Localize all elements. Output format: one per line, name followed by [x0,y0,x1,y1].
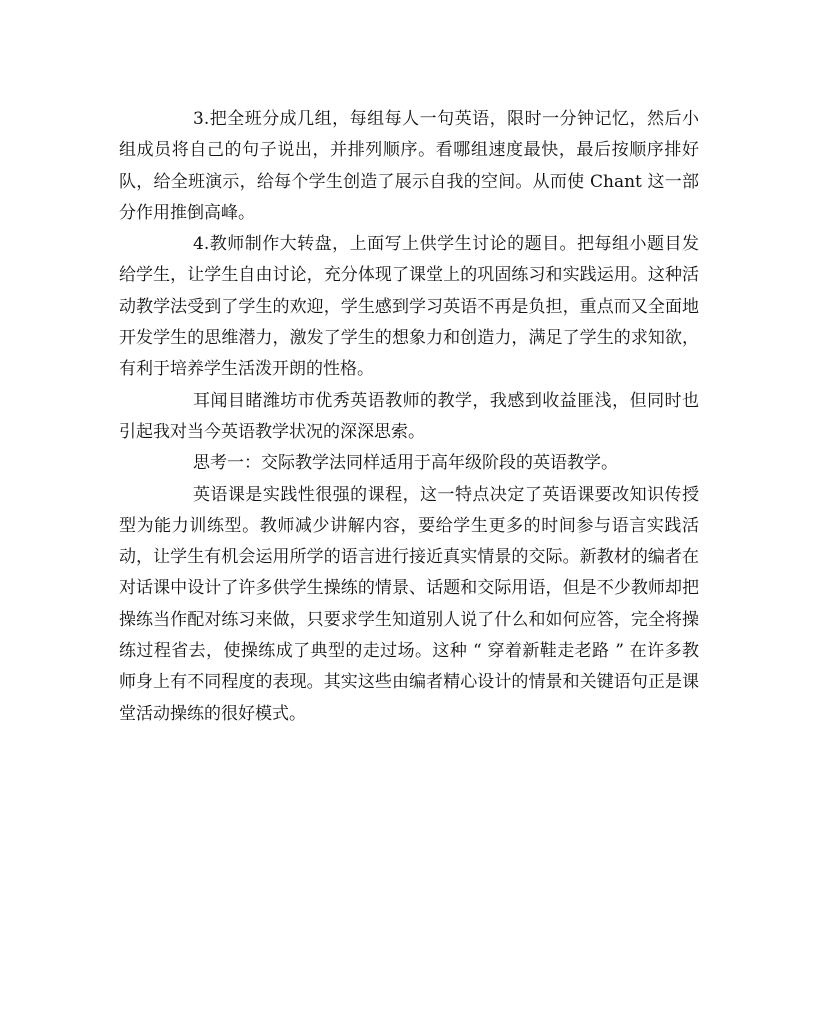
paragraph-wheel-activity: 4.教师制作大转盘，上面写上供学生讨论的题目。把每组小题目发给学生，让学生自由讨论，充分体现了课堂上的巩固练习和实践运用。这种活动教学法受到了学生的欢迎，学生感到学习英语不再是负担，重点而又全面地开发学生的思维潜力，激发了学生的想象力和创造力，满足了学生的求知欲，有利于培养学生活泼开朗的性格。 [119,234,699,380]
document-body [119,104,699,730]
paragraph-reflection-heading: 思考一：交际教学法同样适用于高年级阶段的英语教学。 [193,453,618,474]
paragraph-reflection-body: 英语课是实践性很强的课程，这一特点决定了英语课要改知识传授型为能力训练型。教师减少讲解内容，要给学生更多的时间参与语言实践活动，让学生有机会运用所学的语言进行接近真实情景的交际。新教材的编者在对话课中设计了许多供学生操练的情景、话题和交际用语，但是不少教师却把操练当作配对练习来做，只要求学生知道别人说了什么和如何应答，完全将操练过程省去，使操练成了典型的走过场。这种 “ 穿着新鞋走老路 ” 在许多教师身上有不同程度的表现。其实这些由编者精心设计的情景和关键语句正是课堂活动操练的很好模式。 [119,484,699,724]
paragraph-grouping-activity: 3.把全班分成几组，每组每人一句英语，限时一分钟记忆，然后小组成员将自己的句子说出，并排列顺序。看哪组速度最快，最后按顺序排好队，给全班演示，给每个学生创造了展示自我的空间。从而使 Chant 这一部分作用推倒高峰。 [119,109,699,223]
paragraph-observation: 耳闻目睹潍坊市优秀英语教师的教学，我感到收益匪浅，但同时也引起我对当今英语教学状况的深深思索。 [119,390,699,442]
